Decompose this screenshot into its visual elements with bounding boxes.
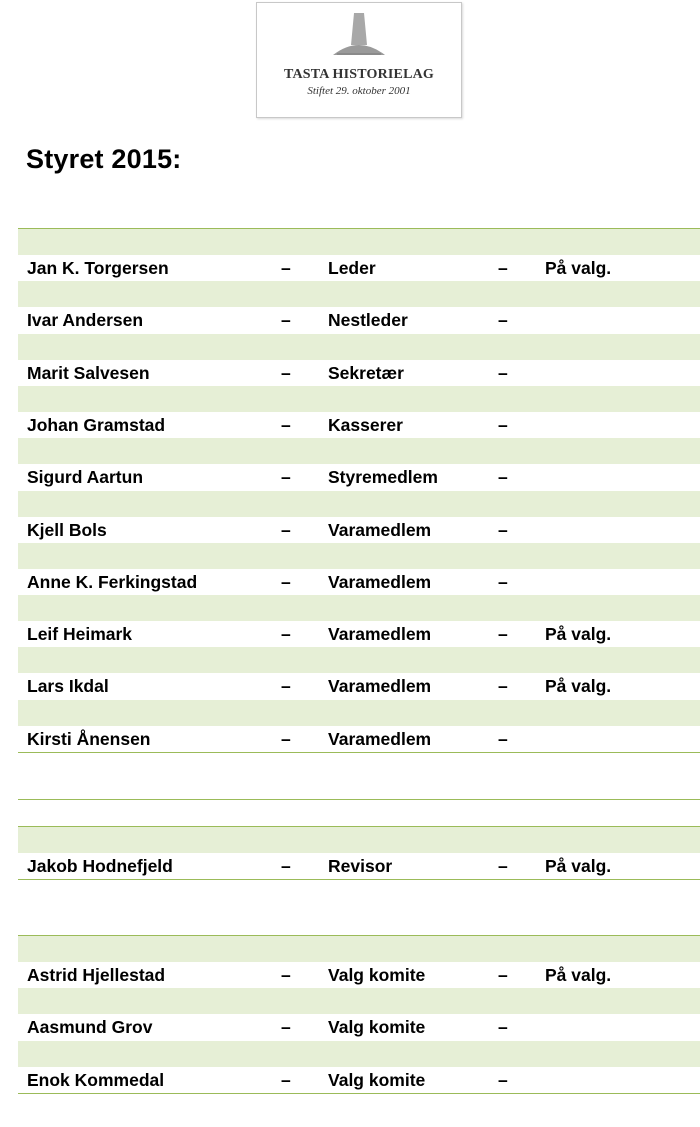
row-band-shaded [18,936,700,962]
member-role: Kasserer [328,414,403,435]
separator-dash: – [498,965,508,985]
member-role: Varamedlem [328,519,432,540]
table-row [0,853,700,879]
logo [256,2,462,118]
member-name: Johan Gramstad [27,414,166,435]
logo-subtitle: Stiftet 29. oktober 2001 [307,85,411,97]
election-note: På valg. [545,856,612,876]
table-row [0,962,700,988]
separator-dash: – [498,310,508,331]
separator-dash: – [498,362,508,383]
member-name: Enok Kommedal [27,1069,165,1090]
separator-dash: – [281,965,291,985]
table-row [0,464,700,490]
row-band-shaded [18,491,700,517]
table-row [0,673,700,699]
separator-dash: – [281,310,291,331]
row-band-shaded [18,438,700,464]
separator-dash: – [498,728,508,749]
member-name: Jakob Hodnefjeld [27,856,173,876]
member-name: Kirsti Ånensen [27,728,151,749]
member-name: Jan K. Torgersen [27,258,169,278]
member-role: Revisor [328,856,393,876]
row-band-shaded [18,988,700,1014]
separator-dash: – [281,467,291,488]
separator-dash: – [281,258,291,278]
separator-dash: – [498,1069,508,1090]
member-role: Sekretær [328,362,404,383]
table-rule [18,799,700,800]
separator-dash: – [281,519,291,540]
member-name: Marit Salvesen [27,362,150,383]
member-name: Astrid Hjellestad [27,965,166,985]
separator-dash: – [281,728,291,749]
member-role: Leder [328,258,376,278]
table-rule [18,752,700,753]
row-band-shaded [18,334,700,360]
election-note: På valg. [545,676,612,697]
member-name: Kjell Bols [27,519,107,540]
separator-dash: – [498,676,508,697]
separator-dash: – [281,414,291,435]
separator-dash: – [281,362,291,383]
table-row [0,569,700,595]
member-name: Aasmund Grov [27,1017,153,1038]
member-role: Varamedlem [328,676,432,697]
table-row [0,726,700,752]
monument-icon [327,9,391,59]
separator-dash: – [281,676,291,697]
member-name: Leif Heimark [27,624,133,645]
separator-dash: – [498,258,508,278]
separator-dash: – [498,624,508,645]
separator-dash: – [498,571,508,592]
separator-dash: – [498,414,508,435]
table-row [0,621,700,647]
separator-dash: – [281,571,291,592]
member-role: Valg komite [328,1069,426,1090]
row-band-shaded [18,281,700,307]
table-row [0,412,700,438]
row-band-shaded [18,543,700,569]
row-band-shaded [18,229,700,255]
election-note: På valg. [545,624,612,645]
row-band-shaded [18,386,700,412]
table-row [0,255,700,281]
election-note: På valg. [545,258,612,278]
separator-dash: – [281,1069,291,1090]
table-row [0,1067,700,1093]
row-band-shaded [18,595,700,621]
table-row [0,307,700,333]
separator-dash: – [498,467,508,488]
row-band-shaded [18,1041,700,1067]
member-name: Sigurd Aartun [27,467,144,488]
separator-dash: – [498,856,508,876]
member-name: Lars Ikdal [27,676,109,697]
row-band-shaded [18,827,700,853]
row-band-shaded [18,647,700,673]
row-band-shaded [18,700,700,726]
table-row [0,517,700,543]
page-title: Styret 2015: [26,144,182,174]
separator-dash: – [281,624,291,645]
member-role: Valg komite [328,1017,426,1038]
separator-dash: – [281,1017,291,1038]
member-role: Styremedlem [328,467,438,488]
table-row [0,1014,700,1040]
separator-dash: – [498,1017,508,1038]
member-name: Ivar Andersen [27,310,144,331]
logo-name: TASTA HISTORIELAG [283,67,435,82]
separator-dash: – [281,856,291,876]
member-role: Varamedlem [328,624,432,645]
separator-dash: – [498,519,508,540]
election-note: På valg. [545,965,612,985]
member-role: Valg komite [328,965,426,985]
table-rule [18,879,700,880]
member-role: Varamedlem [328,571,432,592]
table-row [0,360,700,386]
table-rule [18,1093,700,1094]
member-name: Anne K. Ferkingstad [27,571,198,592]
member-role: Varamedlem [328,728,432,749]
member-role: Nestleder [328,310,408,331]
